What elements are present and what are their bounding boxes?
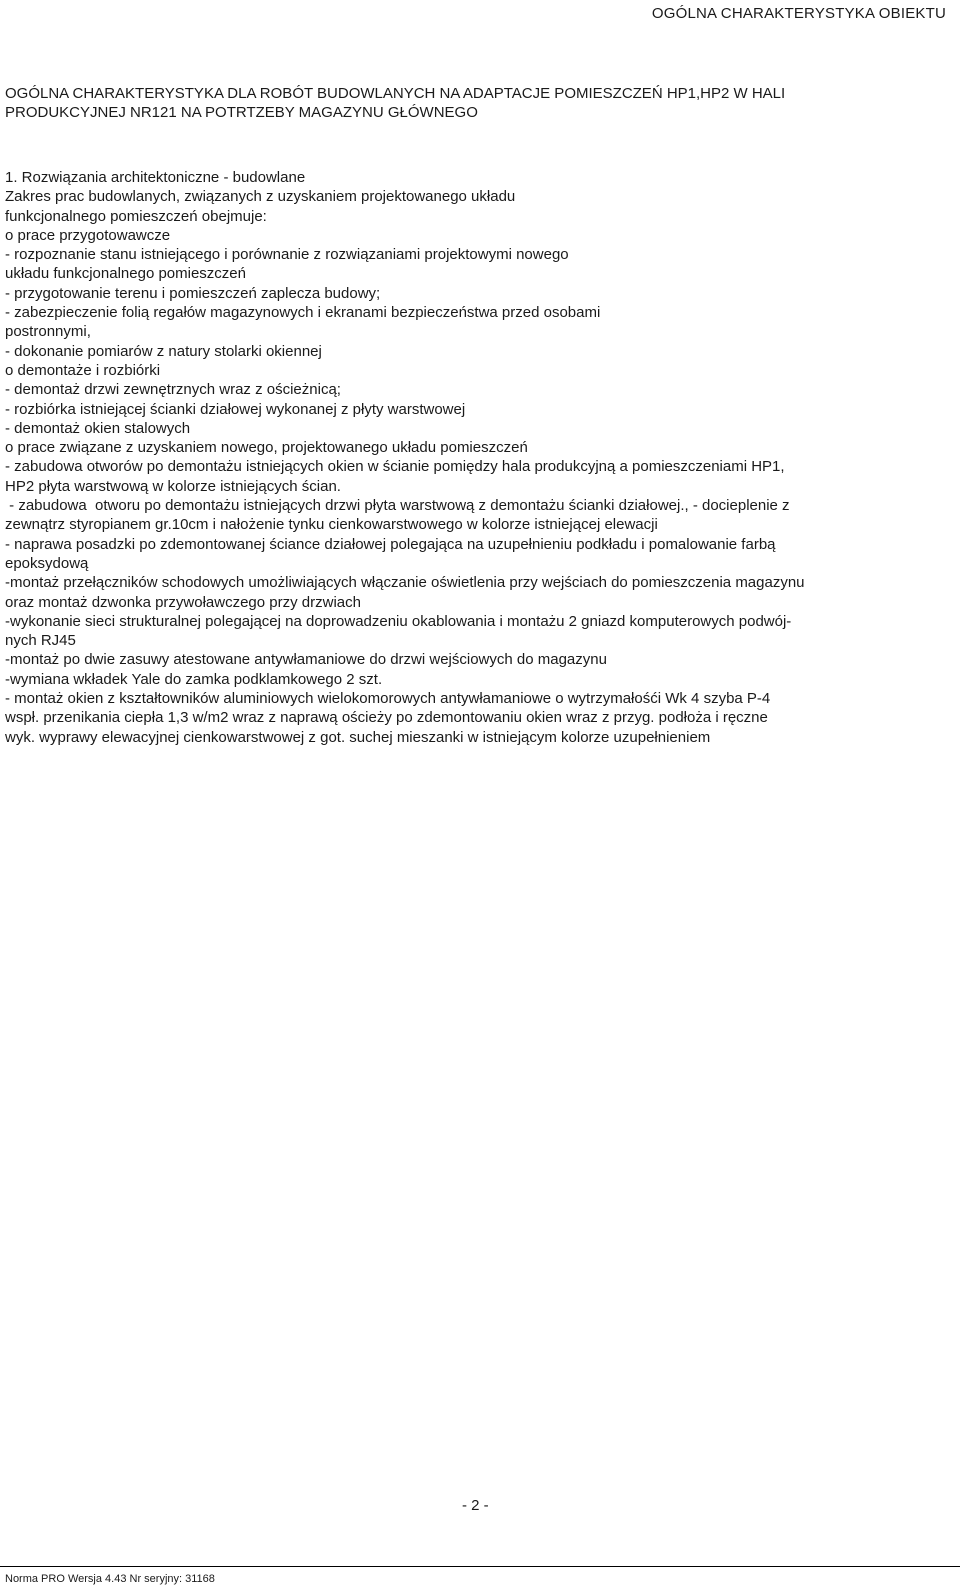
body-line: -wykonanie sieci strukturalnej polegającej na doprowadzeniu okablowania i montażu 2 gniazd komputerowych podwój- bbox=[5, 612, 792, 630]
document-footer: Norma PRO Wersja 4.43 Nr seryjny: 31168 bbox=[5, 1573, 215, 1585]
page-number: - 2 - bbox=[462, 1497, 489, 1514]
body-line: - dokonanie pomiarów z natury stolarki okiennej bbox=[5, 342, 322, 360]
body-line: nych RJ45 bbox=[5, 632, 76, 650]
body-line: - przygotowanie terenu i pomieszczeń zaplecza budowy; bbox=[5, 284, 381, 302]
document-header: OGÓLNA CHARAKTERYSTYKA OBIEKTU bbox=[651, 5, 946, 22]
body-line: wspł. przenikania ciepła 1,3 w/m2 wraz z naprawą ościeży po zdemontowaniu okien wraz z przyg. podłoża i ręczne bbox=[5, 709, 768, 727]
footer-divider bbox=[0, 1566, 960, 1567]
body-line: - zabudowa otworów po demontażu istniejących okien w ścianie pomiędzy hala produkcyjną a pomieszczeniami HP1, bbox=[5, 458, 785, 476]
body-line: -montaż po dwie zasuwy atestowane antywłamaniowe do drzwi wejściowych do magazynu bbox=[5, 651, 607, 669]
title-line: OGÓLNA CHARAKTERYSTYKA DLA ROBÓT BUDOWLANYCH NA ADAPTACJE POMIESZCZEŃ HP1,HP2 W HALI bbox=[5, 85, 786, 102]
body-line: - demontaż okien stalowych bbox=[5, 419, 191, 437]
body-line: o prace związane z uzyskaniem nowego, projektowanego układu pomieszczeń bbox=[5, 439, 528, 457]
body-line: - naprawa posadzki po zdemontowanej ściance działowej polegająca na uzupełnieniu podkładu i pomalowanie farbą bbox=[5, 535, 776, 553]
document-title bbox=[5, 84, 945, 122]
body-line: - montaż okien z kształtowników aluminiowych wielokomorowych antywłamaniowe o wytrzymałośći Wk 4 szyba P-4 bbox=[5, 690, 771, 708]
body-line: zewnątrz styropianem gr.10cm i nałożenie tynku cienkowarstwowego w kolorze istniejącej elewacji bbox=[5, 516, 658, 534]
body-line: -montaż przełączników schodowych umożliwiających włączanie oświetlenia przy wejściach do pomieszczenia magazynu bbox=[5, 574, 805, 592]
body-line: - rozbiórka istniejącej ścianki działowej wykonanej z płyty warstwowej bbox=[5, 400, 466, 418]
body-line: - zabezpieczenie folią regałów magazynowych i ekranami bezpieczeństwa przed osobami bbox=[5, 304, 601, 322]
body-line: Zakres prac budowlanych, związanych z uzyskaniem projektowanego układu bbox=[5, 188, 516, 206]
body-line: postronnymi, bbox=[5, 323, 91, 341]
body-line: o demontaże i rozbiórki bbox=[5, 361, 161, 379]
title-line: PRODUKCYJNEJ NR121 NA POTRTZEBY MAGAZYNU GŁÓWNEGO bbox=[5, 104, 478, 121]
body-heading: 1. Rozwiązania architektoniczne - budowlane bbox=[5, 169, 306, 186]
body-line: funkcjonalnego pomieszczeń obejmuje: bbox=[5, 207, 267, 225]
body-line: wyk. wyprawy elewacyjnej cienkowarstwowej z got. suchej mieszanki w istniejącym kolorze uzupełnieniem bbox=[5, 728, 711, 746]
body-line: oraz montaż dzwonka przywoławczego przy drzwiach bbox=[5, 593, 361, 611]
body-line: układu funkcjonalnego pomieszczeń bbox=[5, 265, 246, 283]
document-body bbox=[5, 168, 950, 747]
body-line: o prace przygotowawcze bbox=[5, 226, 171, 244]
body-line: epoksydową bbox=[5, 554, 89, 572]
body-line: HP2 płyta warstwową w kolorze istniejących ścian. bbox=[5, 477, 341, 495]
body-line: - demontaż drzwi zewnętrznych wraz z ościeżnicą; bbox=[5, 381, 341, 399]
body-line: - zabudowa otworu po demontażu istniejących drzwi płyta warstwową z demontażu ścianki działowej., - docieplenie z bbox=[5, 497, 790, 515]
body-line: - rozpoznanie stanu istniejącego i porównanie z rozwiązaniami projektowymi nowego bbox=[5, 246, 569, 264]
body-line: -wymiana wkładek Yale do zamka podklamkowego 2 szt. bbox=[5, 670, 383, 688]
